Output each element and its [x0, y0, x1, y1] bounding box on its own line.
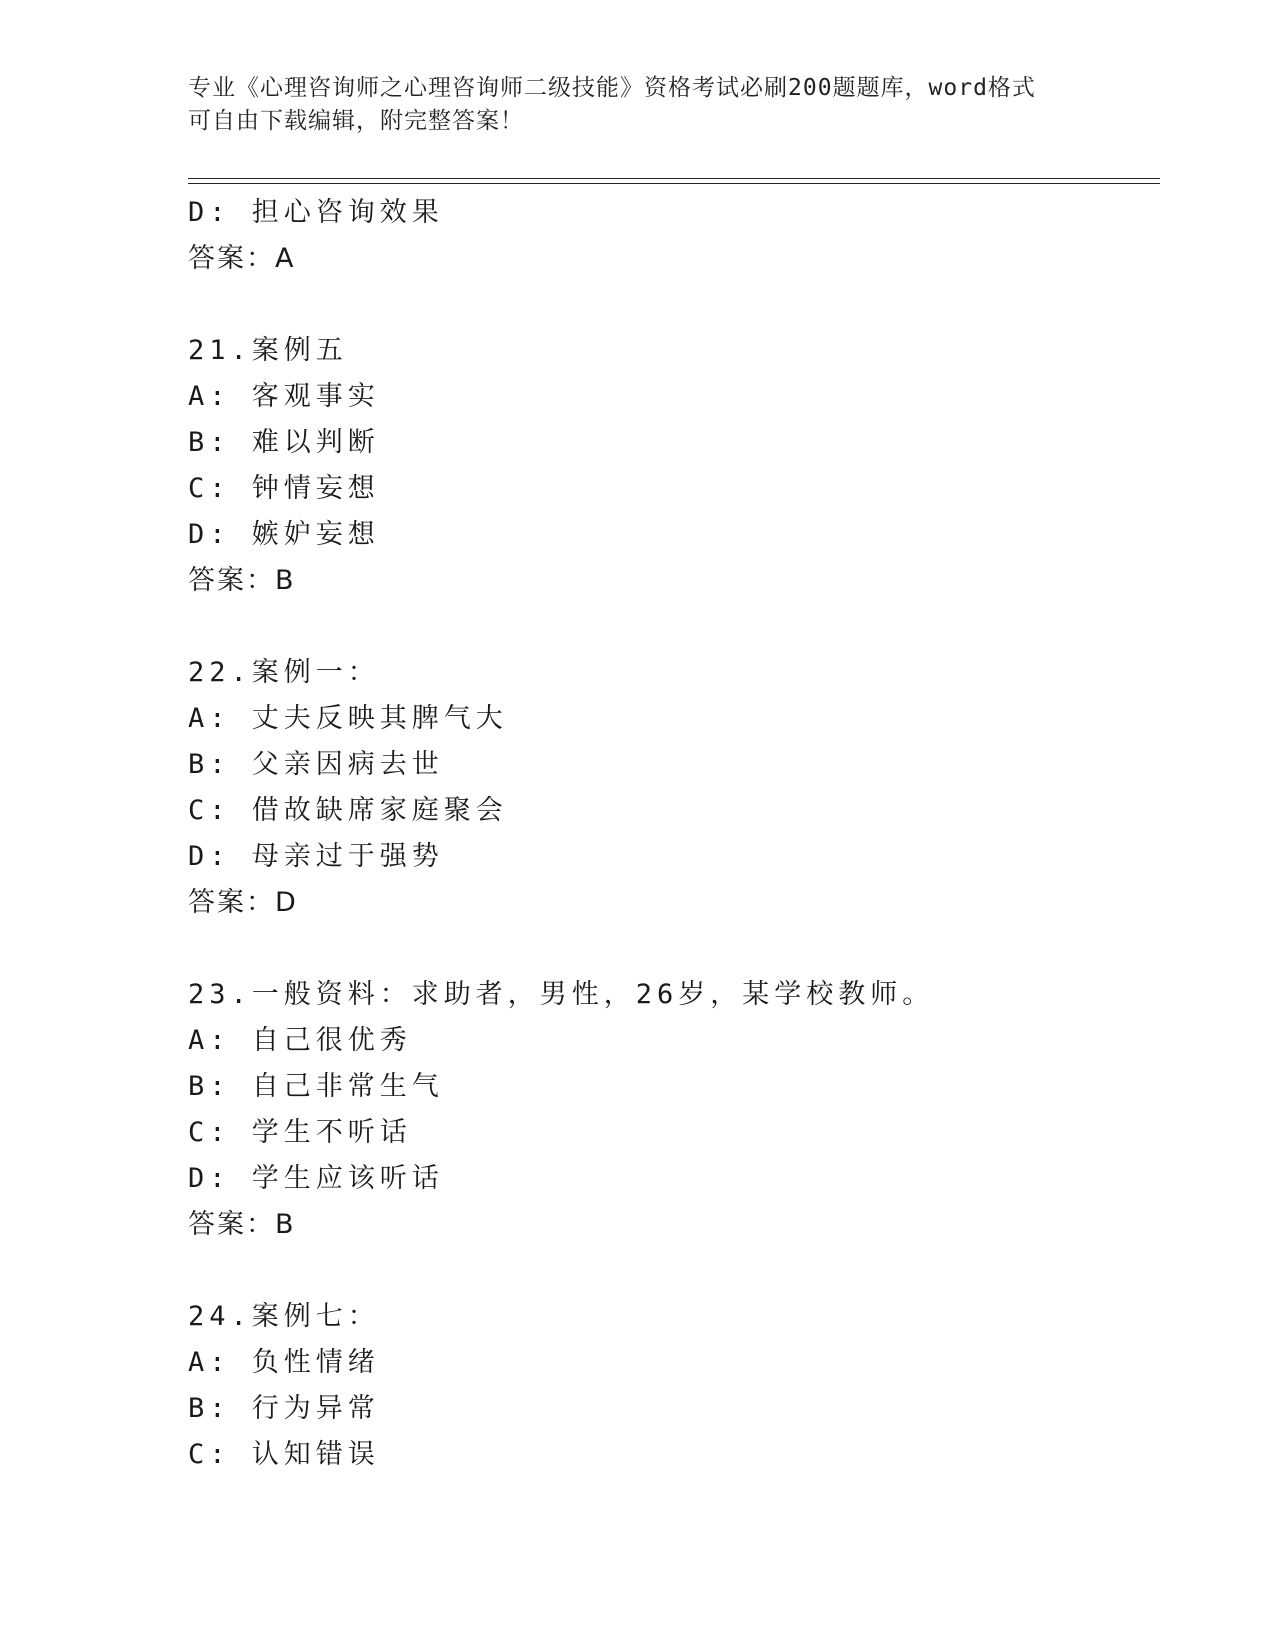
spacer — [188, 1248, 1148, 1294]
question-22 — [188, 650, 1148, 926]
option-c: C: 学生不听话 — [188, 1117, 412, 1148]
option-d: D: 担心咨询效果 — [188, 197, 444, 228]
spacer — [188, 604, 1148, 650]
question-23 — [188, 972, 1148, 1248]
question-stem: 21.案例五 — [188, 335, 348, 366]
previous-question-tail — [188, 190, 1148, 282]
option-b: B: 父亲因病去世 — [188, 749, 444, 780]
option-a: A: 丈夫反映其脾气大 — [188, 703, 508, 734]
question-stem: 24.案例七： — [188, 1301, 380, 1332]
question-24 — [188, 1294, 1148, 1478]
option-a: A: 客观事实 — [188, 381, 380, 412]
option-d: D: 母亲过于强势 — [188, 841, 444, 872]
option-c: C: 认知错误 — [188, 1439, 380, 1470]
option-a: A: 负性情绪 — [188, 1347, 380, 1378]
spacer — [188, 282, 1148, 328]
answer-line: 答案：B — [188, 565, 296, 596]
question-stem: 22.案例一： — [188, 657, 380, 688]
answer-line: 答案：A — [188, 243, 296, 274]
option-b: B: 行为异常 — [188, 1393, 380, 1424]
question-21 — [188, 328, 1148, 604]
option-d: D: 嫉妒妄想 — [188, 519, 380, 550]
header-title-line-1: 专业《心理咨询师之心理咨询师二级技能》资格考试必刷200题题库，word格式 — [188, 75, 1036, 101]
document-header — [188, 72, 1088, 138]
option-c: C: 钟情妄想 — [188, 473, 380, 504]
header-title-line-2: 可自由下载编辑，附完整答案！ — [188, 108, 524, 134]
option-c: C: 借故缺席家庭聚会 — [188, 795, 508, 826]
answer-line: 答案：D — [188, 887, 298, 918]
option-b: B: 自己非常生气 — [188, 1071, 444, 1102]
option-b: B: 难以判断 — [188, 427, 380, 458]
spacer — [188, 926, 1148, 972]
answer-line: 答案：B — [188, 1209, 296, 1240]
question-stem: 23.一般资料：求助者，男性，26岁，某学校教师。 — [188, 979, 935, 1010]
option-a: A: 自己很优秀 — [188, 1025, 412, 1056]
question-list — [188, 190, 1148, 1478]
option-d: D: 学生应该听话 — [188, 1163, 444, 1194]
header-divider-bottom — [188, 183, 1160, 184]
header-divider-top — [188, 178, 1160, 179]
